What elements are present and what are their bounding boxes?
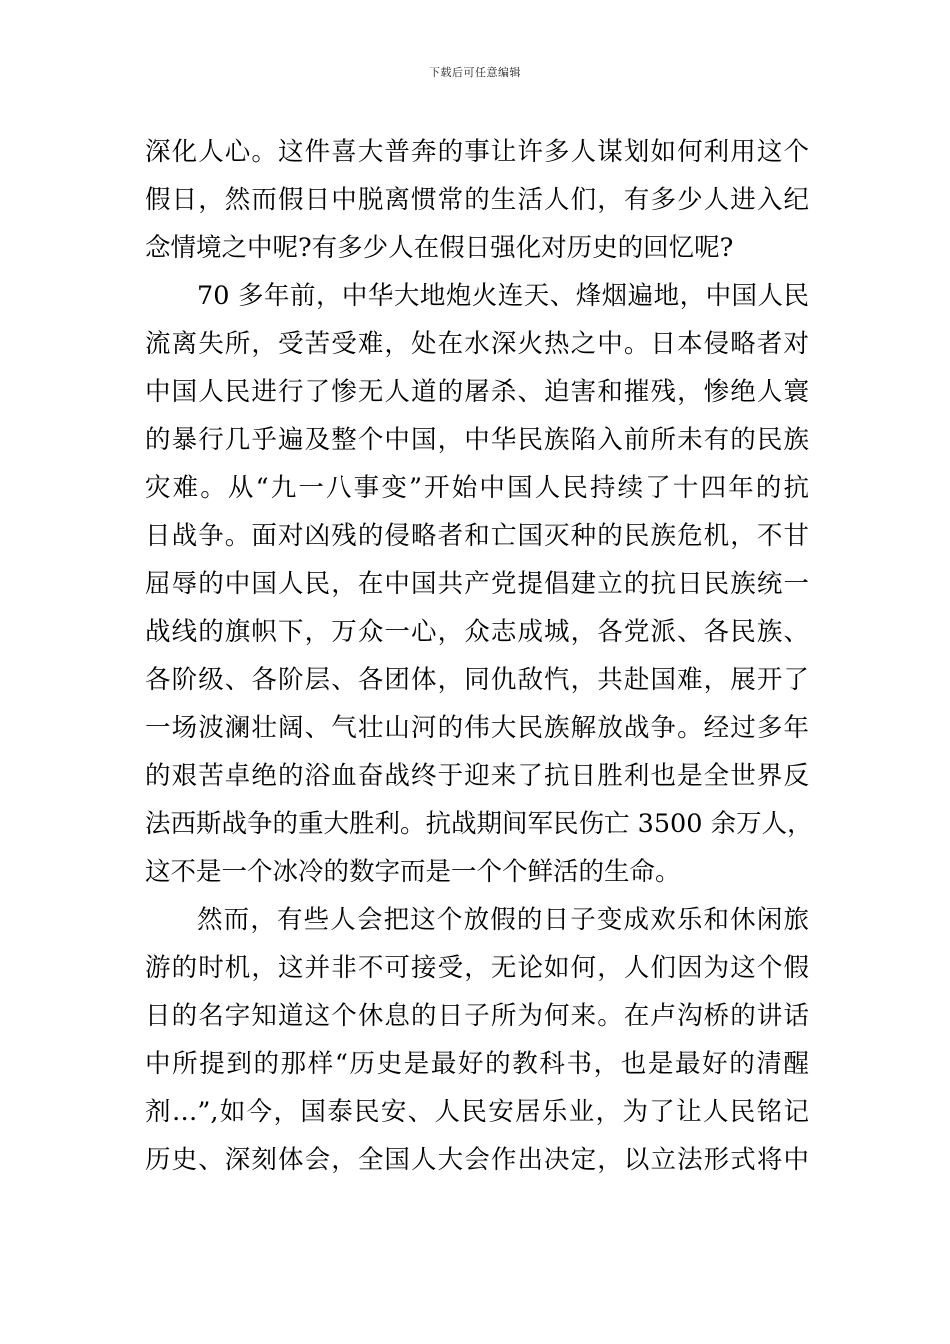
text-line: 屈辱的中国人民，在中国共产党提倡建立的抗日民族统一 <box>145 569 809 599</box>
text-line: 流离失所，受苦受难，处在水深火热之中。日本侵略者对 <box>145 329 809 359</box>
text-line: 的暴行几乎遍及整个中国，中华民族陷入前所未有的民族 <box>145 425 809 455</box>
text-line: 剂…”,如今，国泰民安、人民安居乐业，为了让人民铭记 <box>145 1097 809 1127</box>
text-line: 日战争。面对凶残的侵略者和亡国灭种的民族危机，不甘 <box>145 521 809 551</box>
text-line: 各阶级、各阶层、各团体，同仇敌忾，共赴国难，展开了 <box>145 665 809 695</box>
text-line: 日的名字知道这个休息的日子所为何来。在卢沟桥的讲话 <box>145 1001 809 1031</box>
text-line: 法西斯战争的重大胜利。抗战期间军民伤亡 3500 余万人， <box>145 809 813 839</box>
text-line: 的艰苦卓绝的浴血奋战终于迎来了抗日胜利也是全世界反 <box>145 761 809 791</box>
text-line: 游的时机，这并非不可接受，无论如何，人们因为这个假 <box>145 953 809 983</box>
document-body <box>145 128 813 1184</box>
text-line: 历史、深刻体会，全国人大会作出决定，以立法形式将中 <box>145 1145 809 1175</box>
text-line: 然而，有些人会把这个放假的日子变成欢乐和休闲旅 <box>197 905 809 935</box>
header-note: 下载后可任意编辑 <box>429 66 521 79</box>
text-line: 一场波澜壮阔、气壮山河的伟大民族解放战争。经过多年 <box>145 713 809 743</box>
text-line: 70 多年前，中华大地炮火连天、烽烟遍地，中国人民 <box>197 281 809 311</box>
text-line: 假日，然而假日中脱离惯常的生活人们，有多少人进入纪 <box>145 185 809 215</box>
text-line: 中国人民进行了惨无人道的屠杀、迫害和摧残，惨绝人寰 <box>145 377 809 407</box>
text-line: 战线的旗帜下，万众一心，众志成城，各党派、各民族、 <box>145 617 809 647</box>
text-line: 中所提到的那样“历史是最好的教科书，也是最好的清醒 <box>145 1049 809 1079</box>
text-line: 深化人心。这件喜大普奔的事让许多人谋划如何利用这个 <box>145 137 809 167</box>
text-line: 这不是一个冰冷的数字而是一个个鲜活的生命。 <box>145 857 681 887</box>
text-line: 灾难。从“九一八事变”开始中国人民持续了十四年的抗 <box>145 473 809 503</box>
text-line: 念情境之中呢?有多少人在假日强化对历史的回忆呢? <box>145 233 734 263</box>
